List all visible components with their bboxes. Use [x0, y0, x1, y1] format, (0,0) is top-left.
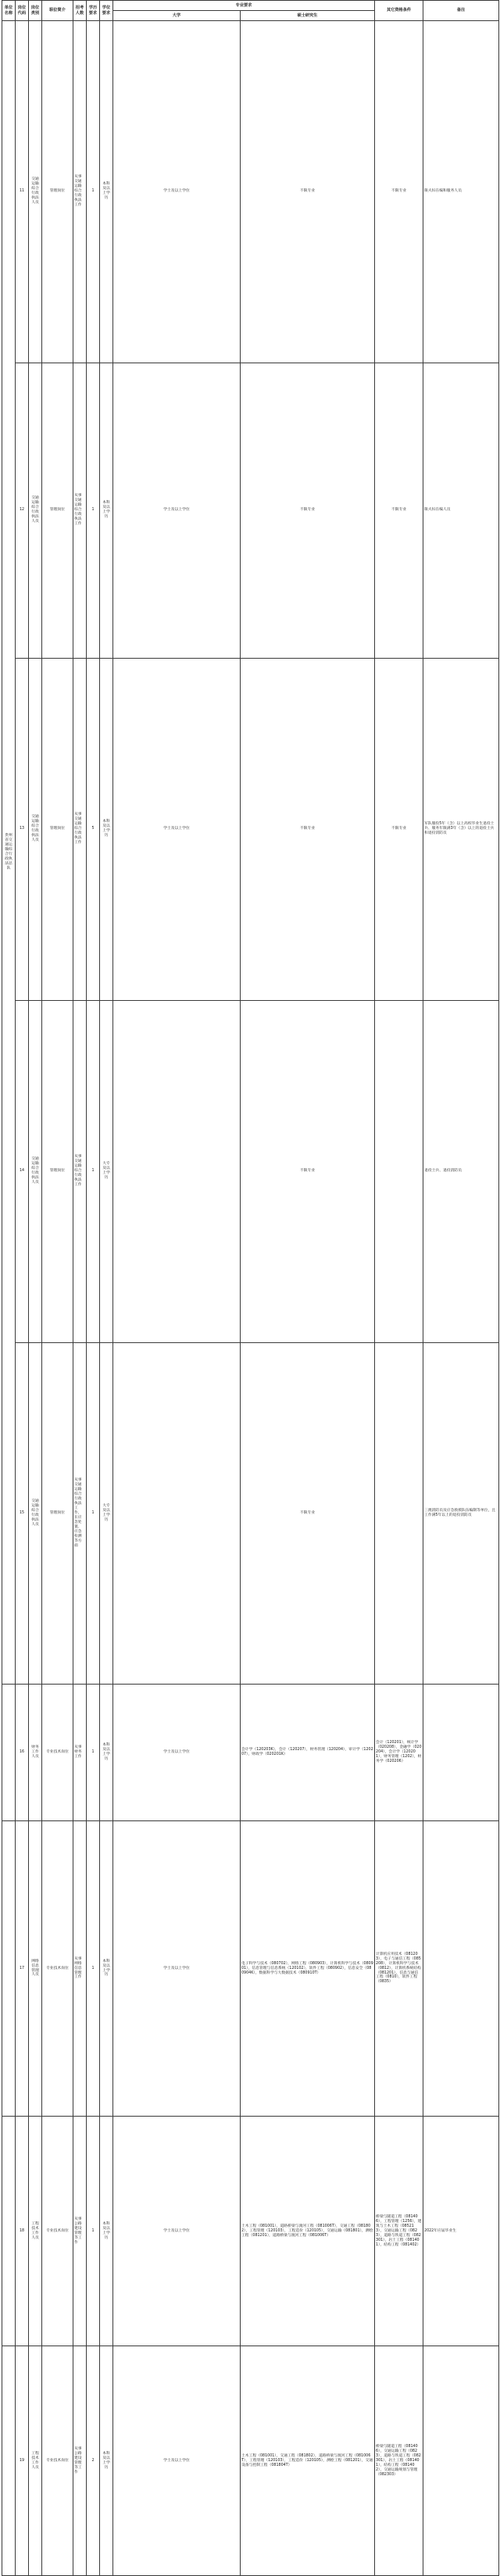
row-bachelor-major: 不限专业 [241, 21, 375, 363]
row-type: 管理岗位 [42, 1342, 73, 1685]
row-degree: 学士及以上学位 [113, 1821, 241, 2117]
row-count: 1 [87, 1821, 100, 2117]
row-unit-name-empty [2, 2346, 16, 2576]
col-code: 岗位代码 [16, 1, 29, 21]
row-code: 12 [16, 363, 29, 658]
table-row [2, 658, 499, 1000]
row-intro: 从事交通运输综合行政执法工作 [73, 363, 87, 658]
row-code: 16 [16, 1685, 29, 1821]
row-degree: 学士及以上学位 [113, 2117, 241, 2346]
row-edu: 本科及以上学历 [100, 1821, 113, 2117]
col-degree: 学位要求 [100, 1, 113, 21]
header-row [2, 1, 499, 11]
row-position-name: 交通运输综合行政执法人员 [29, 658, 42, 1000]
row-count: 1 [87, 1685, 100, 1821]
row-edu: 本科及以上学历 [100, 363, 113, 658]
row-other-conditions: 军队服役5年（含）以上高校毕业生退役士兵、服务年限满3年（含）以上的退役士兵和退役消防员 [423, 658, 499, 1000]
row-degree: 学士及以上学位 [113, 363, 241, 658]
row-other-conditions: 限夫妇在编人员 [423, 363, 499, 658]
row-unit-name-empty [2, 1685, 16, 1821]
row-other-conditions [423, 1685, 499, 1821]
row-bachelor-major: 会计学（120203K），会计（120207），财务管理（120204），审计学（120207），财政学（020201K） [241, 1685, 375, 1821]
row-unit-name-empty [2, 1821, 16, 2117]
row-master-major: 桥梁与隧道工程（081406），交通运输工程（0823），道路与铁道工程（082301），岩土工程（081401），结构工程（081402），交通运输规划与管理（082303） [375, 2346, 423, 2576]
row-intro: 从事公路建设管理等工作 [73, 2346, 87, 2576]
col-note: 备注 [423, 1, 499, 21]
col-bachelor: 大学 [113, 11, 241, 21]
table-row [2, 1342, 499, 1685]
row-position-name: 工程技术工作人员 [29, 2117, 42, 2346]
row-edu: 大专及以上学历 [100, 1000, 113, 1342]
row-type: 专业技术岗位 [42, 1685, 73, 1821]
row-master-major: 不限专业 [375, 21, 423, 363]
row-master-major: 会计（120201），统计学（020208），金融学（020204），会计学（120201），财务管理（1202），财务学（020206） [375, 1685, 423, 1821]
table-row [2, 2346, 499, 2576]
row-master-major: 桥梁与隧道工程（081406），工程管理（1256），建筑与土木工程（085213），交通运输工程（0823），道路与铁道工程（082301），岩土工程（081401），结构工程（081402） [375, 2117, 423, 2346]
row-count: 2 [87, 2346, 100, 2576]
row-degree: 学士及以上学位 [113, 2346, 241, 2576]
row-master-major: 不限专业 [375, 658, 423, 1000]
row-degree [113, 1342, 241, 1685]
col-master: 硕士研究生 [241, 11, 375, 21]
col-other: 其它资格条件 [375, 1, 423, 21]
row-code: 18 [16, 2117, 29, 2346]
row-position-name: 交通运输综合行政执法人员 [29, 21, 42, 363]
table-row [2, 1000, 499, 1342]
row-count: 1 [87, 21, 100, 363]
row-other-conditions: 2022年应届毕业生 [423, 2117, 499, 2346]
row-degree: 学士及以上学位 [113, 21, 241, 363]
row-position-name: 工程技术工作人员 [29, 2346, 42, 2576]
row-code: 11 [16, 21, 29, 363]
row-edu: 本科及以上学历 [100, 2346, 113, 2576]
row-type: 管理岗位 [42, 363, 73, 658]
row-position-name: 交通运输综合行政执法人员 [29, 1342, 42, 1685]
row-unit-name: 贵州省交通运输综合行政执法总队 [2, 21, 16, 1685]
row-type: 管理岗位 [42, 658, 73, 1000]
row-intro: 从事财务工作 [73, 1685, 87, 1821]
row-position-name: 网络信息管理人员 [29, 1821, 42, 2117]
row-bachelor-major: 不限专业 [241, 363, 375, 658]
row-code: 19 [16, 2346, 29, 2576]
row-edu: 大专及以上学历 [100, 1342, 113, 1685]
row-bachelor-major: 不限专业 [241, 1342, 375, 1685]
row-edu: 本科及以上学历 [100, 2117, 113, 2346]
row-bachelor-major: 土木工程（081001），交通工程（081802），道路桥梁与渡河工程（081006T），工程管理（120103），工程造价（120105），测绘工程（081201），交通设备与控制工程（081804T） [241, 2346, 375, 2576]
table-row [2, 363, 499, 658]
row-other-conditions: 退役士兵、退役消防员 [423, 1000, 499, 1342]
row-other-conditions [423, 2346, 499, 2576]
table-row [2, 1685, 499, 1821]
row-degree: 学士及以上学位 [113, 658, 241, 1000]
row-intro: 从事交通运输综合行政执法工作 [73, 658, 87, 1000]
table-body [2, 21, 499, 2576]
row-count: 1 [87, 2117, 100, 2346]
row-type: 专业技术岗位 [42, 1821, 73, 2117]
row-edu: 本科及以上学历 [100, 1685, 113, 1821]
col-edu: 学历要求 [87, 1, 100, 21]
row-code: 13 [16, 658, 29, 1000]
row-degree: 学士及以上学位 [113, 1685, 241, 1821]
table-row [2, 2117, 499, 2346]
row-edu: 本科及以上学历 [100, 658, 113, 1000]
row-intro: 从事公路建设管理等工作 [73, 2117, 87, 2346]
row-unit-name-empty [2, 2117, 16, 2346]
row-count: 1 [87, 1342, 100, 1685]
col-type: 岗位类别 [29, 1, 42, 21]
row-master-major: 不限专业 [375, 363, 423, 658]
row-master-major: 计算机应用技术（081203），电子与通信工程（085208），计算机科学与技术（0812），计算机系统结构（081201），信息与通信工程（0810），软件工程（0835） [375, 1821, 423, 2117]
row-other-conditions: 三澳消防员及应急救援队伍编制等单位，且工作满5年以上的退役消防员 [423, 1342, 499, 1685]
row-bachelor-major: 不限专业 [241, 1000, 375, 1342]
row-type: 专业技术岗位 [42, 2117, 73, 2346]
row-count: 5 [87, 658, 100, 1000]
row-intro: 从事交通运输综合行政执法工作 [73, 21, 87, 363]
table-row [2, 1821, 499, 2117]
recruitment-table [2, 0, 499, 2576]
row-count: 1 [87, 363, 100, 658]
row-bachelor-major: 电子科学与技术（080702），网络工程（080903），计算机科学与技术（080901），信息管理与信息系统（120102），软件工程（080902），信息安全（080904K），数据科学与大数据技术（080910T） [241, 1821, 375, 2117]
col-unit: 单位名称 [2, 1, 16, 21]
row-edu: 本科及以上学历 [100, 21, 113, 363]
row-degree [113, 1000, 241, 1342]
row-intro: 从事交通运输综合行政执法工作 [73, 1000, 87, 1342]
row-intro: 从事交通运输综合行政执法工作，在应急处置、应急检测等方面 [73, 1342, 87, 1685]
row-other-conditions: 限夫妇在编和服务人员 [423, 21, 499, 363]
row-code: 14 [16, 1000, 29, 1342]
col-count: 招考人数 [73, 1, 87, 21]
row-intro: 从事网络信息管理工作 [73, 1821, 87, 2117]
row-bachelor-major: 土木工程（081001），道路桥梁与渡河工程（081006T），交通工程（081802），工程管理（120103），工程造价（120105），交通运输（081801），测绘工程（081201），道路桥梁与渡河工程（081006T） [241, 2117, 375, 2346]
row-master-major [375, 1342, 423, 1685]
row-type: 管理岗位 [42, 1000, 73, 1342]
row-bachelor-major: 不限专业 [241, 658, 375, 1000]
row-master-major [375, 1000, 423, 1342]
row-code: 17 [16, 1821, 29, 2117]
row-position-name: 交通运输综合行政执法人员 [29, 363, 42, 658]
row-code: 15 [16, 1342, 29, 1685]
row-type: 管理岗位 [42, 21, 73, 363]
col-major: 专业要求 [113, 1, 375, 11]
row-type: 专业技术岗位 [42, 2346, 73, 2576]
row-position-name: 财务工作人员 [29, 1685, 42, 1821]
col-intro: 职位简介 [42, 1, 73, 21]
row-other-conditions [423, 1821, 499, 2117]
table-row [2, 21, 499, 363]
row-count: 1 [87, 1000, 100, 1342]
row-position-name: 交通运输综合行政执法人员 [29, 1000, 42, 1342]
